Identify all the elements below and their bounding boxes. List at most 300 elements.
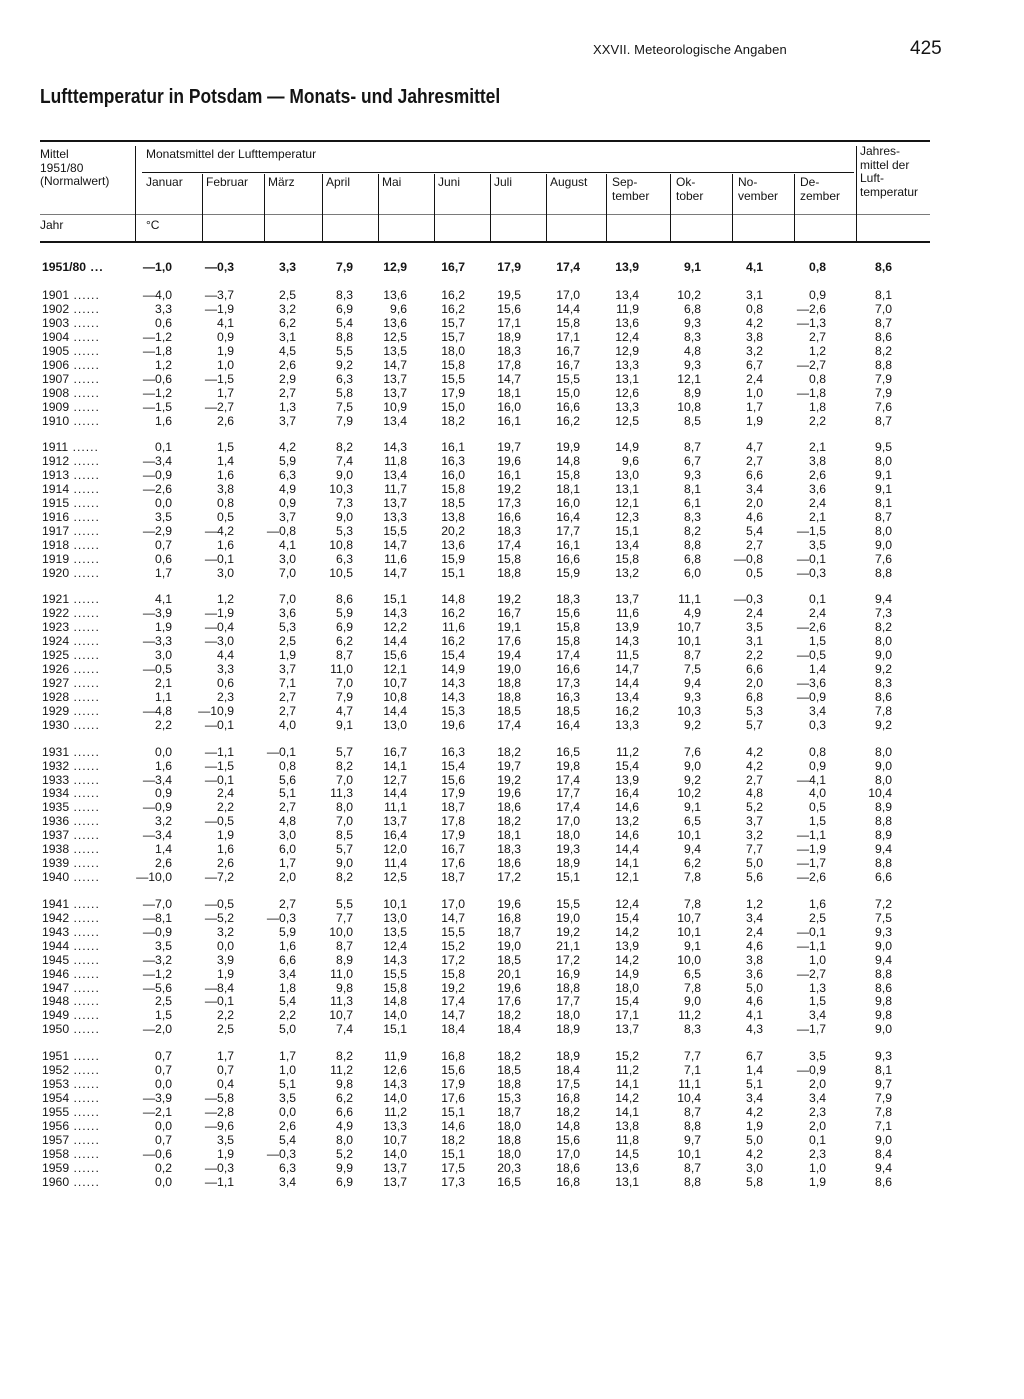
year-label: 1935 xyxy=(42,800,70,815)
month-value-cell: —3,2 xyxy=(142,952,172,967)
leader-dots: ...... xyxy=(69,910,100,925)
year-label: 1906 xyxy=(42,357,70,372)
month-value-cell: 19,2 xyxy=(556,924,580,939)
month-value-cell: 0,1 xyxy=(809,1132,826,1147)
month-value-cell: 6,7 xyxy=(746,357,763,372)
month-value-cell: 18,5 xyxy=(441,496,465,510)
month-value-cell: 17,4 xyxy=(497,537,521,552)
month-value-cell: 2,5 xyxy=(809,910,826,925)
mean-row-year xyxy=(42,260,104,274)
table-row-year xyxy=(42,524,100,538)
table-row-year xyxy=(42,386,100,400)
month-value-cell: 0,7 xyxy=(217,1062,234,1077)
table-row-year xyxy=(42,302,100,316)
month-value-cell: 3,1 xyxy=(746,288,763,302)
month-value-cell: 10,7 xyxy=(329,1008,353,1023)
month-value-cell: —1,3 xyxy=(796,315,826,330)
leader-dots: ...... xyxy=(69,592,100,607)
month-value-cell: 19,6 xyxy=(441,717,465,732)
month-value-cell: 3,8 xyxy=(217,482,234,497)
month-header-line1: April xyxy=(326,175,351,189)
month-value-cell: 0,9 xyxy=(217,329,234,344)
month-value-cell: 19,0 xyxy=(497,662,521,677)
leader-dots: ...... xyxy=(69,385,100,400)
month-value-cell: —2,6 xyxy=(796,620,826,635)
month-value-cell: 13,7 xyxy=(615,1022,639,1037)
month-value-cell: 9,1 xyxy=(684,800,701,815)
month-value-cell: 4,8 xyxy=(684,343,701,358)
annual-mean-cell: 8,7 xyxy=(875,509,892,524)
stub-line1: Mittel xyxy=(40,147,69,161)
month-value-cell: —0,1 xyxy=(204,551,234,566)
month-value-cell: 17,4 xyxy=(556,800,580,815)
month-value-cell: 16,6 xyxy=(556,662,580,677)
annual-mean-cell: 8,1 xyxy=(875,1062,892,1077)
month-value-cell: —0,4 xyxy=(204,620,234,635)
leader-dots: ...... xyxy=(69,952,100,967)
year-label: 1952 xyxy=(42,1062,70,1077)
month-value-cell: 6,7 xyxy=(746,1049,763,1063)
leader-dots: ...... xyxy=(69,856,100,871)
month-value-cell: 2,7 xyxy=(279,704,296,718)
month-value-cell: 3,6 xyxy=(279,606,296,621)
table-row-year xyxy=(42,925,100,939)
stub-year: Jahr xyxy=(40,218,64,232)
month-value-cell: —3,3 xyxy=(142,634,172,649)
month-value-cell: 9,3 xyxy=(684,690,701,705)
month-value-cell: 16,7 xyxy=(441,842,465,857)
month-value-cell: 15,3 xyxy=(497,1090,521,1105)
month-value-cell: 1,7 xyxy=(155,565,172,580)
month-value-cell: 12,1 xyxy=(383,662,407,677)
month-value-cell: 18,3 xyxy=(497,523,521,538)
month-value-cell: 5,6 xyxy=(279,772,296,787)
month-value-cell: 9,8 xyxy=(336,980,353,995)
leader-dots: ...... xyxy=(69,315,100,330)
annual-mean-cell: 7,5 xyxy=(875,910,892,925)
month-value-cell: 9,6 xyxy=(622,454,639,469)
month-value-cell: 12,5 xyxy=(383,329,407,344)
annual-mean-cell: 8,8 xyxy=(875,357,892,372)
month-value-cell: 3,1 xyxy=(279,329,296,344)
month-value-cell: —3,4 xyxy=(142,828,172,843)
month-value-cell: 4,7 xyxy=(746,440,763,455)
month-value-cell: —0,9 xyxy=(796,1062,826,1077)
month-value-cell: 18,0 xyxy=(615,980,639,995)
month-value-cell: 14,8 xyxy=(383,994,407,1009)
table-row-year xyxy=(42,745,100,759)
month-value-cell: 16,9 xyxy=(556,966,580,981)
month-value-cell: 2,0 xyxy=(746,676,763,691)
month-value-cell: 8,8 xyxy=(336,329,353,344)
month-value-cell: 18,5 xyxy=(556,704,580,718)
month-value-cell: 7,4 xyxy=(336,1022,353,1037)
month-value-cell: —0,3 xyxy=(266,1146,296,1161)
month-value-cell: 1,6 xyxy=(279,938,296,953)
month-value-cell: 13,9 xyxy=(615,260,639,274)
month-value-cell: 18,0 xyxy=(497,1118,521,1133)
month-value-cell: 18,2 xyxy=(497,1049,521,1063)
month-value-cell: —3,7 xyxy=(204,288,234,302)
month-value-cell: —0,3 xyxy=(733,592,763,607)
month-value-cell: 15,1 xyxy=(441,565,465,580)
month-value-cell: 2,4 xyxy=(217,786,234,801)
month-value-cell: 2,2 xyxy=(217,800,234,815)
month-value-cell: 5,4 xyxy=(336,315,353,330)
month-value-cell: 5,4 xyxy=(746,523,763,538)
month-value-cell: 10,7 xyxy=(677,620,701,635)
month-value-cell: 3,7 xyxy=(279,413,296,428)
month-value-cell: 18,9 xyxy=(497,329,521,344)
month-value-cell: 18,7 xyxy=(497,924,521,939)
year-label: 1931 xyxy=(42,744,70,759)
annual-mean-cell: 8,9 xyxy=(875,828,892,843)
month-value-cell: 6,2 xyxy=(336,634,353,649)
month-value-cell: —0,3 xyxy=(204,1160,234,1175)
leader-dots: ...... xyxy=(69,1076,100,1091)
annual-mean-cell: 8,6 xyxy=(875,690,892,705)
year-label: 1953 xyxy=(42,1076,70,1091)
month-value-cell: 18,1 xyxy=(556,482,580,497)
month-value-cell: 9,0 xyxy=(684,994,701,1009)
month-value-cell: 4,1 xyxy=(279,537,296,552)
month-value-cell: 6,1 xyxy=(684,496,701,510)
year-label: 1920 xyxy=(42,565,70,580)
month-value-cell: 0,7 xyxy=(155,1062,172,1077)
month-value-cell: 11,2 xyxy=(616,744,639,759)
year-label: 1960 xyxy=(42,1174,70,1189)
leader-dots: ...... xyxy=(69,565,100,580)
month-value-cell: 6,2 xyxy=(279,315,296,330)
month-value-cell: 13,6 xyxy=(441,537,465,552)
table-row-year xyxy=(42,1133,100,1147)
month-value-cell: 13,0 xyxy=(615,468,639,483)
month-value-cell: 2,7 xyxy=(279,896,296,911)
month-value-cell: 6,3 xyxy=(279,1160,296,1175)
month-value-cell: 0,7 xyxy=(155,1132,172,1147)
month-value-cell: —7,0 xyxy=(142,896,172,911)
month-value-cell: 15,2 xyxy=(615,1049,639,1063)
month-value-cell: 3,4 xyxy=(746,910,763,925)
month-value-cell: 16,4 xyxy=(383,828,407,843)
month-value-cell: 17,1 xyxy=(556,329,580,344)
month-value-cell: 0,8 xyxy=(809,260,826,274)
month-value-cell: 2,7 xyxy=(279,800,296,815)
annual-line1: Jahres- xyxy=(860,144,901,158)
month-value-cell: 10,1 xyxy=(677,1146,701,1161)
month-value-cell: 15,6 xyxy=(556,606,580,621)
leader-dots: ...... xyxy=(69,676,100,691)
month-value-cell: —3,9 xyxy=(142,606,172,621)
month-value-cell: —0,8 xyxy=(266,523,296,538)
month-value-cell: 10,1 xyxy=(677,828,701,843)
month-value-cell: 14,4 xyxy=(383,786,407,801)
month-value-cell: 19,3 xyxy=(556,842,580,857)
month-value-cell: 0,0 xyxy=(279,1104,296,1119)
month-value-cell: 18,8 xyxy=(497,1076,521,1091)
month-value-cell: 3,1 xyxy=(746,634,763,649)
month-value-cell: 1,5 xyxy=(155,1008,172,1023)
month-value-cell: 13,7 xyxy=(383,1160,407,1175)
leader-dots: ...... xyxy=(69,1022,100,1037)
month-value-cell: —3,4 xyxy=(142,772,172,787)
leader-dots: ...... xyxy=(69,814,100,829)
month-value-cell: 3,5 xyxy=(809,537,826,552)
month-value-cell: 9,3 xyxy=(684,468,701,483)
month-value-cell: 20,3 xyxy=(497,1160,521,1175)
month-value-cell: 6,2 xyxy=(336,1090,353,1105)
month-value-cell: 11,0 xyxy=(330,662,353,677)
month-value-cell: 12,4 xyxy=(383,938,407,953)
month-value-cell: 3,2 xyxy=(746,343,763,358)
leader-dots: ...... xyxy=(69,329,100,344)
year-label: 1933 xyxy=(42,772,70,787)
month-value-cell: 14,8 xyxy=(556,454,580,469)
annual-mean-cell: 8,1 xyxy=(875,496,892,510)
table-row-year xyxy=(42,1049,100,1063)
table-row-year xyxy=(42,316,100,330)
month-value-cell: 3,4 xyxy=(809,1008,826,1023)
month-value-cell: 1,5 xyxy=(809,634,826,649)
table-row-year xyxy=(42,953,100,967)
month-value-cell: 8,8 xyxy=(684,1118,701,1133)
month-value-cell: 1,7 xyxy=(279,856,296,871)
month-value-cell: 7,1 xyxy=(684,1062,701,1077)
month-value-cell: 0,0 xyxy=(155,1076,172,1091)
month-value-cell: 4,5 xyxy=(279,343,296,358)
month-value-cell: 18,9 xyxy=(556,856,580,871)
month-value-cell: 5,8 xyxy=(746,1174,763,1189)
month-value-cell: 3,4 xyxy=(279,966,296,981)
leader-dots: ...... xyxy=(69,1049,100,1063)
month-value-cell: 13,4 xyxy=(615,288,639,302)
month-value-cell: 13,0 xyxy=(383,910,407,925)
table-row-year xyxy=(42,856,100,870)
month-value-cell: 3,4 xyxy=(746,1090,763,1105)
annual-mean-cell: 7,6 xyxy=(875,551,892,566)
running-head: XXVII. Meteorologische Angaben xyxy=(593,42,787,57)
month-value-cell: 0,3 xyxy=(809,717,826,732)
month-value-cell: 17,4 xyxy=(556,260,580,274)
month-value-cell: 1,4 xyxy=(809,662,826,677)
month-value-cell: 3,5 xyxy=(155,509,172,524)
month-value-cell: 14,4 xyxy=(383,634,407,649)
month-value-cell: 4,2 xyxy=(746,1104,763,1119)
month-value-cell: 15,5 xyxy=(556,371,580,386)
month-value-cell: 9,0 xyxy=(336,468,353,483)
year-label: 1955 xyxy=(42,1104,70,1119)
leader-dots: ...... xyxy=(69,1062,100,1077)
month-value-cell: —0,5 xyxy=(796,648,826,663)
leader-dots: ...... xyxy=(69,1104,100,1119)
month-value-cell: 1,3 xyxy=(279,399,296,414)
year-label: 1923 xyxy=(42,620,70,635)
month-value-cell: 6,0 xyxy=(684,565,701,580)
month-value-cell: 1,4 xyxy=(217,454,234,469)
table-row-year xyxy=(42,994,100,1008)
month-value-cell: 3,8 xyxy=(746,952,763,967)
month-value-cell: 1,4 xyxy=(155,842,172,857)
month-value-cell: 16,5 xyxy=(497,1174,521,1189)
month-value-cell: 0,0 xyxy=(155,1118,172,1133)
annual-mean-cell: 8,8 xyxy=(875,856,892,871)
year-label: 1930 xyxy=(42,717,70,732)
month-value-cell: 6,8 xyxy=(684,551,701,566)
table-row-year xyxy=(42,1091,100,1105)
month-value-cell: 1,2 xyxy=(217,592,234,607)
month-value-cell: 1,6 xyxy=(155,758,172,773)
month-value-cell: 11,1 xyxy=(678,592,701,607)
month-value-cell: 0,8 xyxy=(809,744,826,759)
month-value-cell: 0,6 xyxy=(217,676,234,691)
leader-dots: ...... xyxy=(69,523,100,538)
month-value-cell: 10,0 xyxy=(677,952,701,967)
month-value-cell: 15,7 xyxy=(441,329,465,344)
month-value-cell: 18,6 xyxy=(497,856,521,871)
table-row-year xyxy=(42,911,100,925)
month-value-cell: 14,3 xyxy=(383,952,407,967)
table-row-year xyxy=(42,718,100,732)
month-value-cell: —0,3 xyxy=(796,565,826,580)
year-label: 1912 xyxy=(42,454,70,469)
month-value-cell: 1,5 xyxy=(809,814,826,829)
year-label: 1908 xyxy=(42,385,70,400)
month-value-cell: 13,3 xyxy=(615,357,639,372)
month-value-cell: 15,6 xyxy=(441,772,465,787)
annual-line4: temperatur xyxy=(860,184,919,199)
leader-dots: ...... xyxy=(69,924,100,939)
year-label: 1944 xyxy=(42,938,70,953)
month-value-cell: 2,1 xyxy=(155,676,172,691)
month-value-cell: 6,5 xyxy=(684,966,701,981)
month-value-cell: 7,1 xyxy=(279,676,296,691)
year-label: 1948 xyxy=(42,994,70,1009)
table-row-year xyxy=(42,440,99,454)
month-value-cell: 16,4 xyxy=(615,786,639,801)
annual-mean-cell: 8,0 xyxy=(875,634,892,649)
month-value-cell: 17,3 xyxy=(441,1174,465,1189)
year-label: 1932 xyxy=(42,758,70,773)
month-value-cell: 18,2 xyxy=(556,1104,580,1119)
month-value-cell: 18,1 xyxy=(497,828,521,843)
month-value-cell: —0,8 xyxy=(733,551,763,566)
month-value-cell: 13,9 xyxy=(615,772,639,787)
month-value-cell: 8,9 xyxy=(684,385,701,400)
month-value-cell: 9,3 xyxy=(684,357,701,372)
month-value-cell: 5,3 xyxy=(336,523,353,538)
leader-dots: ...... xyxy=(69,896,100,911)
month-value-cell: 17,5 xyxy=(441,1160,465,1175)
month-header-line1: Mai xyxy=(382,175,402,189)
month-value-cell: 11,2 xyxy=(330,1062,353,1077)
month-value-cell: 13,1 xyxy=(615,482,639,497)
month-value-cell: 7,9 xyxy=(336,260,353,274)
table-row-year xyxy=(42,1175,100,1189)
month-value-cell: 3,5 xyxy=(809,1049,826,1063)
annual-mean-cell: 9,1 xyxy=(875,482,892,497)
year-label: 1945 xyxy=(42,952,70,967)
month-value-cell: —1,1 xyxy=(796,828,826,843)
month-value-cell: —0,9 xyxy=(142,800,172,815)
month-value-cell: 15,4 xyxy=(441,758,465,773)
month-value-cell: 17,9 xyxy=(441,1076,465,1091)
month-value-cell: 16,3 xyxy=(441,454,465,469)
month-value-cell: 7,0 xyxy=(336,772,353,787)
month-value-cell: 16,6 xyxy=(556,551,580,566)
month-value-cell: 5,3 xyxy=(279,620,296,635)
month-value-cell: 13,4 xyxy=(615,690,639,705)
month-value-cell: 14,2 xyxy=(615,952,639,967)
month-value-cell: —2,6 xyxy=(142,482,172,497)
month-value-cell: 16,2 xyxy=(441,606,465,621)
leader-dots: ...... xyxy=(69,744,100,759)
stub-line2: 1951/80 xyxy=(40,160,84,175)
month-value-cell: 19,7 xyxy=(497,758,521,773)
year-label: 1941 xyxy=(42,896,70,911)
month-value-cell: 18,8 xyxy=(497,676,521,691)
month-value-cell: 2,3 xyxy=(809,1146,826,1161)
month-value-cell: 1,9 xyxy=(217,1146,234,1161)
table-row-year xyxy=(42,662,100,676)
month-value-cell: 2,4 xyxy=(746,924,763,939)
month-value-cell: 17,1 xyxy=(615,1008,639,1023)
month-value-cell: 1,6 xyxy=(809,896,826,911)
month-value-cell: 2,5 xyxy=(155,994,172,1009)
year-label: 1918 xyxy=(42,537,70,552)
month-value-cell: 9,8 xyxy=(336,1076,353,1091)
month-value-cell: 15,6 xyxy=(556,1132,580,1147)
month-value-cell: 19,6 xyxy=(497,454,521,469)
year-label: 1927 xyxy=(42,676,70,691)
month-value-cell: 10,4 xyxy=(677,1090,701,1105)
month-value-cell: 10,2 xyxy=(677,288,701,302)
annual-mean-cell: 8,6 xyxy=(875,1174,892,1189)
month-value-cell: 8,3 xyxy=(684,509,701,524)
month-value-cell: 3,0 xyxy=(217,565,234,580)
month-value-cell: 5,6 xyxy=(746,870,763,885)
annual-mean-cell: 7,9 xyxy=(875,371,892,386)
table-row-year xyxy=(42,592,100,606)
month-value-cell: —5,8 xyxy=(204,1090,234,1105)
month-value-cell: 9,1 xyxy=(336,717,353,732)
month-value-cell: 3,9 xyxy=(217,952,234,967)
month-value-cell: 10,9 xyxy=(383,399,407,414)
month-value-cell: —1,1 xyxy=(204,1174,234,1189)
month-header-line1: Februar xyxy=(206,175,249,189)
month-value-cell: 4,4 xyxy=(217,648,234,663)
month-value-cell: 0,0 xyxy=(155,744,172,759)
annual-mean-cell: 7,8 xyxy=(875,704,892,718)
month-value-cell: 3,7 xyxy=(746,814,763,829)
year-label: 1901 xyxy=(42,288,70,302)
leader-dots: ...... xyxy=(69,1090,100,1105)
table-row-year xyxy=(42,1077,100,1091)
month-value-cell: 5,1 xyxy=(279,786,296,801)
month-value-cell: 2,9 xyxy=(279,371,296,386)
month-value-cell: 18,8 xyxy=(497,1132,521,1147)
month-value-cell: 2,0 xyxy=(809,1118,826,1133)
month-value-cell: 13,6 xyxy=(615,315,639,330)
month-value-cell: 17,2 xyxy=(497,870,521,885)
month-value-cell: 14,8 xyxy=(556,1118,580,1133)
month-value-cell: 19,5 xyxy=(497,288,521,302)
month-value-cell: 3,7 xyxy=(279,509,296,524)
month-value-cell: —2,7 xyxy=(796,966,826,981)
month-value-cell: 2,4 xyxy=(746,371,763,386)
annual-mean-cell: 9,0 xyxy=(875,1022,892,1037)
month-header-line1: Sep- xyxy=(612,175,638,189)
month-value-cell: 19,1 xyxy=(497,620,521,635)
